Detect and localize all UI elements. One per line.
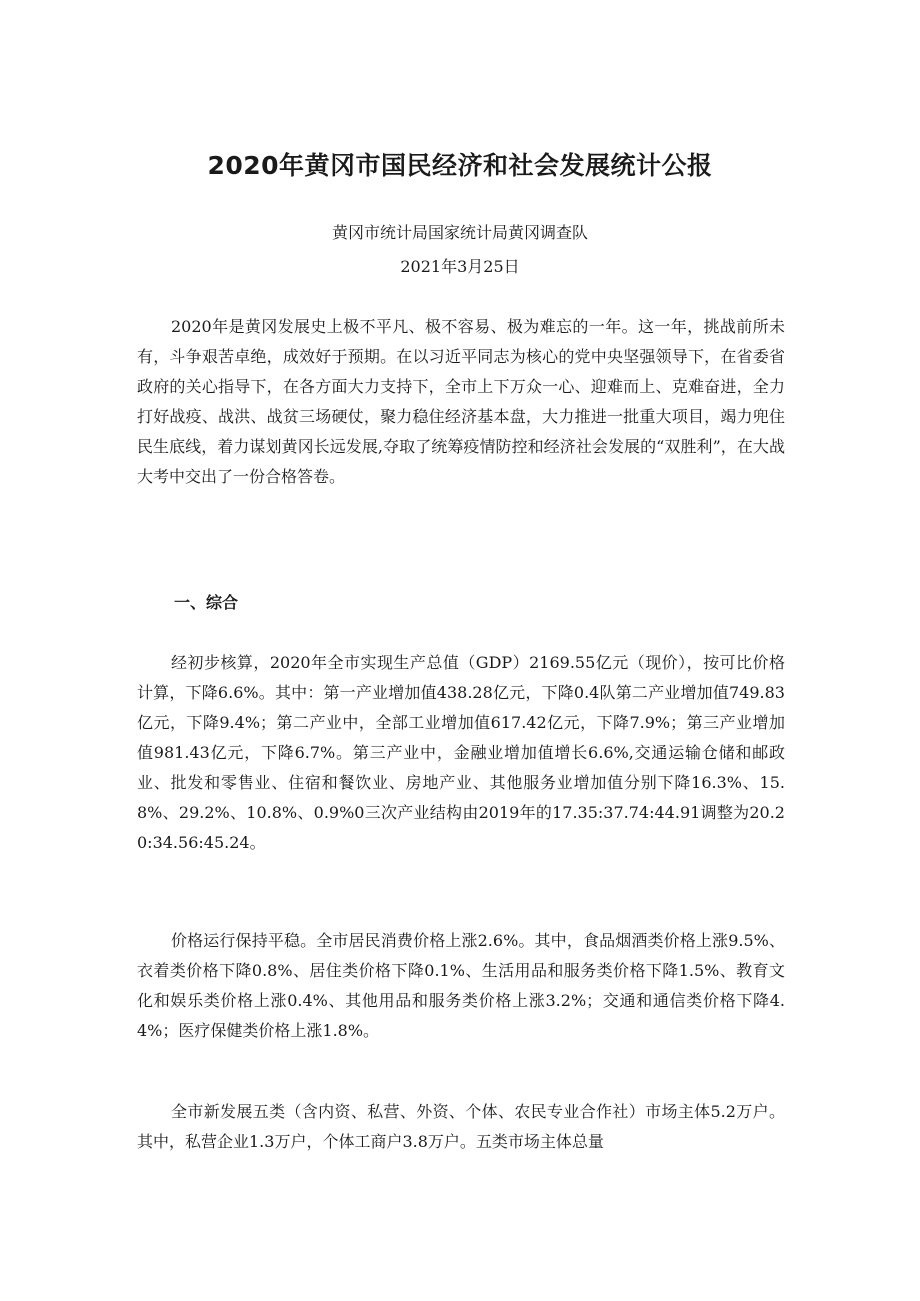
report-title: 2020年黄冈市国民经济和社会发展统计公报 [207, 151, 713, 180]
intro-paragraph: 2020年是黄冈发展史上极不平凡、极不容易、极为难忘的一年。这一年，挑战前所未有，斗争艰苦卓绝，成效好于预期。在以习近平同志为核心的党中央坚强领导下，在省委省政府的关心指导下，在各方面大力支持下，全市上下万众一心、迎难而上、克难奋进，全力打好战疫、战洪、战贫三场硬仗，聚力稳住经济基本盘，大力推进一批重大项目，竭力兜住民生底线，着力谋划黄冈长远发展,夺取了统筹疫情防控和经济社会发展的“双胜利”，在大战大考中交出了一份合格答卷。 [137, 317, 785, 486]
price-paragraph: 价格运行保持平稳。全市居民消费价格上涨2.6%。其中，食品烟酒类价格上涨9.5%、衣着类价格下降0.8%、居住类价格下降0.1%、生活用品和服务类价格下降1.5%、教育文化和娱乐类价格上涨0.4%、其他用品和服务类价格上涨3.2%；交通和通信类价格下降4.4%；医疗保健类价格上涨1.8%。 [137, 931, 785, 1040]
report-issuer: 黄冈市统计局国家统计局黄冈调查队 [331, 223, 588, 242]
report-date: 2021年3月25日 [400, 257, 520, 276]
market-entities-paragraph: 全市新发展五类（含内资、私营、外资、个体、农民专业合作社）市场主体5.2万户。其中，私营企业1.3万户，个体工商户3.8万户。五类市场主体总量 [137, 1102, 785, 1151]
gdp-paragraph: 经初步核算，2020年全市实现生产总值（GDP）2169.55亿元（现价），按可比价格计算，下降6.6%。其中：第一产业增加值438.28亿元，下降0.4队第二产业增加值749.83亿元，下降9.4%；第二产业中，全部工业增加值617.42亿元，下降7.9%；第三产业增加值981.43亿元，下降6.7%。第三产业中，金融业增加值增长6.6%,交通运输仓储和邮政业、批发和零售业、住宿和餐饮业、房地产业、其他服务业增加值分别下降16.3%、15.8%、29.2%、10.8%、0.9%0三次产业结构由2019年的17.35:37.74:44.91调整为20.20:34.56:45.24。 [137, 653, 785, 852]
section-heading-overview: 一、综合 [174, 593, 239, 612]
